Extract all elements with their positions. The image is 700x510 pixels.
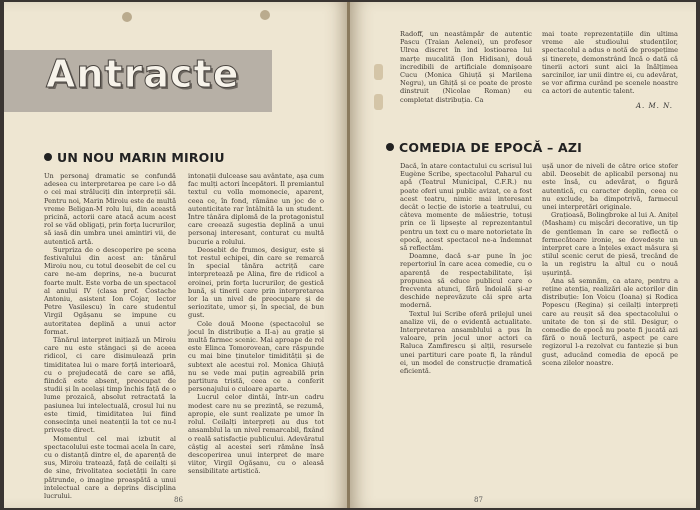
paragraph: Cole două Moone (spectacolul se jocul în distribuție a II-a) au grație și multă farmec scenic. Mai aproape de rol este Elinca Tomorovean, care răspunde cu mai bine ținutelor timidității și de subtext ale acestui rol. Monica Ghiuță nu se vede mai puțin agreabilă prin partitura tristă, ceea ce a conferit personajului o culoare aparte. bbox=[188, 319, 324, 394]
paragraph: Dacă, în atare contactului cu scrisul lui Eugène Scribe, spectacolul Paharul cu apă (Teatrul Municipal, C.F.R.) nu poate oferi unui public avizat, ce a fost acest teatru, nimic mai interesant decât o lecție de istorie a teatrului, cu câteva momente de măiestrie, totuși prin ce îi lipsește al reprezentantul pentru un text cu o mare notorietate în epocă, acest spectacol ne-a îndemnat să reflectăm. bbox=[400, 162, 532, 253]
binding-mark bbox=[374, 94, 383, 110]
paragraph: Doamne, dacă s-ar pune în joc repertoriul în care acea comedie, cu o aparență de respectabilitate, își propunea să educe publicul care o frecventa atunci, fără îndoială și-ar deschide neprevăzute căi spre arta modernă. bbox=[400, 252, 532, 310]
page-number-left: 86 bbox=[174, 496, 183, 504]
article-title-text: COMEDIA DE EPOCĂ – AZI bbox=[399, 140, 583, 155]
paragraph: intonații dulcease sau avântate, așa cum fac mulți actori începători. Il premiantul textul cu volla momonecie, aparent, ceea ce, în fond, rămâne un joc de o autenticitate rar întâlnită la un student. Între tânăra diplomă de la protagonistul care creează sugestia deplină a unui personaj interesant, conturat cu multă bucurie a rolului. bbox=[188, 172, 324, 246]
author-signature: A. M. N. bbox=[636, 102, 674, 110]
paragraph: Ana să semnăm, ca atare, pentru a reține atenția, realizări ale actorilor din distribuție: Ion Voicu (Ioana) și Rodica Popescu (Regina) și ceilalți interpreți care au reușit să dea spectacolului o unitate de ton și de stil. Desigur, o comedie de epocă nu poate fi jucată azi fără o nouă lectură, aspect pe care regizorul l-a rezolvat cu fantezie și bun gust, aducând comedia de epocă pe scena zilelor noastre. bbox=[542, 276, 678, 367]
paragraph: Deosebit de frumos, desigur, este și tot restul echipei, din care se remarcă în special tânăra actriță care interpretează pe Alina, fire de ridicol a eroinei, prin forța lucrurilor, de gestică bună, și tinerii care prin interpretarea lor la un nivel de preocupare și de seriozitate, umor și, în special, de bun gust. bbox=[188, 245, 324, 320]
right-column-1 bbox=[400, 162, 532, 488]
bullet-dot-icon bbox=[44, 153, 52, 161]
article-title-left bbox=[44, 150, 225, 165]
paragraph: Grațioasă, Bolingbroke al lui A. Anițel (Masham) cu mișcări decorative, un tip de gentleman în care se reflectă o fermecătoare ironie, se dovedește un interpret care a înțeles exact măsura și stilul scenic cerut de piesă, trecând de la un registru la altul cu o nouă ușurință. bbox=[542, 211, 678, 277]
binding-hole bbox=[122, 12, 132, 22]
paragraph: mai toate reprezentațiile din ultima vreme ale studioului studenților, spectacolul a adus o notă de prospețime și tinerețe, demonstrând încă o dată că tinerii actori sunt aici la înălțimea sarcinilor, iar unii dintre ei, cu adevărat, se vor afirma curând pe scenele noastre ca actori de autentic talent. bbox=[542, 30, 678, 96]
binding-hole bbox=[260, 10, 270, 20]
article-title-text: UN NOU MARIN MIROIU bbox=[57, 150, 225, 165]
paragraph: Un personaj dramatic se confundă adesea cu interpretarea pe care i-o dă o cei mai străluciți din interpreții săi. Pentru noi, Marin Miroiu este de multă vreme Beligan-M rolu lui, din această pricină, actorii care atacă acum acest rol se văd obligați, prin forța lucrurilor, să iasă din umbra unei amintiri vii, de autentică artă. bbox=[44, 172, 176, 246]
left-column-1 bbox=[44, 172, 176, 500]
right-top-column-1 bbox=[400, 30, 532, 138]
right-column-2 bbox=[542, 162, 678, 488]
right-top-column-2 bbox=[542, 30, 678, 100]
article-title-right bbox=[386, 140, 582, 155]
section-title: Antracte bbox=[46, 52, 240, 96]
paragraph: Radoff, un neastâmpăr de autentic Pascu (Traian Aelenei), un profesor Ulrea discret în ind lostioarea lui marțe mucalită (Ion Hidisan), două incredibili de artificiale domnișoare Cucu (Monica Ghiuță și Marilena Negru), un Ghiță și ce poate de proste dinstruit (Nicolae Roman) eu completat distribuția. Ca bbox=[400, 30, 532, 104]
right-page bbox=[350, 2, 696, 508]
binding-mark bbox=[374, 64, 383, 80]
paragraph: Textul lui Scribe oferă prilejul unei analize vii, de o evidentă actualitate. Interpretarea ansamblului a pus în valoare, prin jocul unor actori ca Raluca Zamfirescu și alții, resursele unei partituri care poate fi, la rândul ei, un model de construcție dramatică eficientă. bbox=[400, 309, 532, 376]
page-number-right: 87 bbox=[474, 496, 483, 504]
left-column-2 bbox=[188, 172, 324, 488]
paragraph: Tânărul interpret inițiază un Miroiu care nu este stângaci și de aceea ridicol, ci care disimulează prin timiditatea lui o mare forță interioară, cu o prejudecată de care se află, fiindcă este absent, preocupat de studii și în același timp închis față de o lume prozaică, absolut retractată la pasiunea lui intelectuală, crosul lui nu este timid, timiditatea lui fiind consecința unei neatenții la tot ce nu-l privește direct. bbox=[44, 336, 176, 435]
magazine-spread bbox=[4, 2, 696, 508]
paragraph: Surpriza de o descoperire pe scena festivalului din acest an: tânărul Miroiu nou, cu totul deosebit de cel cu care ne-am deprins, ne-a bucurat foarte mult. Este vorba de un spectacol al anului IV (clasa prof. Costache Antoniu, asistent Ion Cojar, lector Petre Vasilescu) în care studentul Virgil Ogășanu se impune cu autoritatea deplină a unui actor format. bbox=[44, 245, 176, 336]
paragraph: ușă unor de niveli de către orice stofer abil. Deosebit de aplicabil personaj nu este însă, cu adevărat, o figură autentică, cu caracter deplin, ceea ce nu exclude, ba dimpotrivă, farmecul unei interpretări originale. bbox=[542, 162, 678, 212]
paragraph: Momentul cel mai izbutit al spectacolului este tocmai acela în care, cu o distanță dintre el, de aparență de sus, Miroiu tratează, față de ceilalți și de sine, frivolitatea societății în care pătrunde, o imagine proaspătă a unui intelectual care a deprins disciplina lucrului. bbox=[44, 434, 176, 500]
left-page bbox=[4, 2, 348, 508]
paragraph: Lucrul celor dintâi, într-un cadru modest care nu se prezintă, se rezumă, apropie, ele sunt realizate pe umor în rolul. Ceilalți interpreți au dus tot ansamblul la un nivel remarcabil, fixând o reală satisfacție publicului. Adevăratul câștig al acestei seri rămâne însă descoperirea unui interpret de mare viitor, Virgil Ogășanu, cu o aleasă sensibilitate artistică. bbox=[188, 393, 324, 476]
bullet-dot-icon bbox=[386, 143, 394, 151]
